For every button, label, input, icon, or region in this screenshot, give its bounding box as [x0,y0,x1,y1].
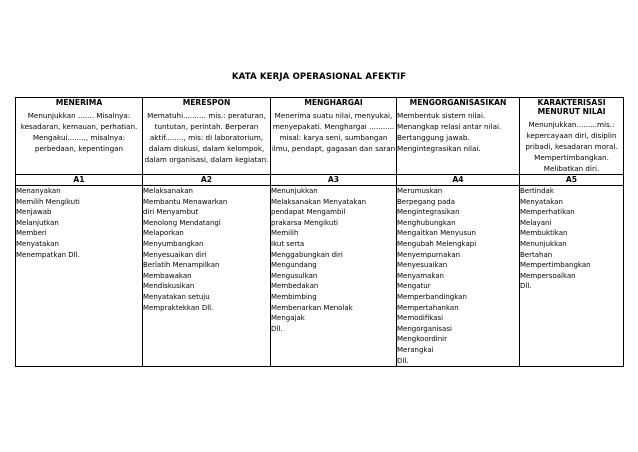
verb-item: Melanjutkan [16,218,59,227]
verb-item: Menempatkan Dll. [16,250,80,259]
verb-item: Melaksanakan [143,187,193,195]
verb-list-a1 [16,186,143,367]
verb-item: Menyatakan setuju [143,292,210,301]
verb-item: Berpegang pada [397,197,456,206]
verb-item: Melaporkan [143,229,184,238]
verb-item: Mengubah Melengkapi [397,239,477,248]
verb-item: Memberi [16,229,47,238]
verb-item: Mempertimbangkan [520,261,591,270]
column-name: KARAKTERISASI MENURUT NILAI [537,98,606,116]
verb-item: Merumuskan [397,187,443,195]
header-cell-karakterisasi [520,98,624,175]
document-title: KATA KERJA OPERASIONAL AFEKTIF [231,72,407,82]
verb-item: Menyamakan [397,271,444,280]
header-cell-menerima [16,98,143,175]
verb-item: Memperbandingkan [397,292,467,301]
verb-item: Mengorganisasi [397,324,452,333]
verb-item: Menjawab [16,208,52,217]
verb-item: Bertahan [520,250,553,259]
verb-item: Menyumbangkan [143,239,204,248]
verb-item: Menghubungkan [397,218,456,227]
column-name: MENGORGANISASIKAN [409,98,507,107]
affective-verbs-table [15,97,624,367]
column-name: MENGHARGAI [304,98,363,107]
verb-item: Menyesuaikan diri [143,250,207,259]
verb-item: Merangkai [397,345,434,354]
verb-item: Menggabungkan diri [271,250,343,259]
verb-item: Mengajak [271,314,305,323]
verb-item: Menunjukkan [271,187,318,195]
verb-item: Menyatakan [520,197,563,206]
verb-item: Mengusulkan [271,271,318,280]
verb-list-a2 [143,186,271,367]
code-cell-a5: A5 [520,175,624,186]
verb-item: Menyempurnakan [397,250,461,259]
verb-item: Berlatih Menampilkan [143,261,220,270]
verb-item: prakarsa Mengikuti [271,218,339,227]
verb-item: Menolong Mendatangi [143,218,221,227]
verb-item: diri Menyambut [143,208,199,217]
column-description: Mematuhi.......... mis.: peraturan, tuntutan, perintah. Berperan aktif........, mis: di laboratorium, dalam diskusi, dalam kelompok, dalam organisasi, dalam kegiatan. [144,111,269,164]
table-verbs-row [16,186,624,367]
verb-item: Ikut serta [271,239,305,248]
verb-item: Mempersoalkan [520,271,576,280]
verb-item: Mengintegrasikan [397,208,460,217]
verb-item: Melayani [520,218,552,227]
verb-item: pendapat Mengambil [271,208,346,217]
verb-item: Membenarkan Menolak [271,303,353,312]
table-code-row [16,175,624,186]
verb-item: Memilih Mengikuti [16,197,80,206]
verb-item: Mempraktekkan Dll. [143,303,214,312]
verb-item: Mendiskusikan [143,282,195,291]
verb-item: Membedakan [271,282,319,291]
verb-item: Memilih [271,229,299,238]
verb-item: Bertindak [520,187,554,195]
code-cell-a4: A4 [397,175,520,186]
verb-list-a5 [520,186,624,367]
verb-item: Mengundang [271,261,317,270]
verb-item: Memperhatikan [520,208,575,217]
verb-item: Menyesuaikan [397,261,448,270]
verb-item: Membawakan [143,271,192,280]
verb-item: Membantu Menawarkan [143,197,228,206]
header-cell-menghargai [271,98,397,175]
header-cell-mengorganisasikan [397,98,520,175]
verb-item: Menunjukkan [520,239,567,248]
verb-item: Mengaitkan Menyusun [397,229,476,238]
verb-item: Mengatur [397,282,431,291]
verb-item: Membimbing [271,292,317,301]
verb-item: Membuktikan [520,229,568,238]
column-description: Menunjukkan ....... Misalnya: kesadaran, kemauan, perhatian. Mengakui........, misalnya: perbedaan, kepentingan [20,111,138,153]
verb-item: Menyatakan [16,239,59,248]
verb-item: Mengkoordinir [397,335,447,344]
verb-list-a4 [397,186,520,367]
verb-item: Memodifikasi [397,314,444,323]
verb-item: Dll. [397,356,409,365]
column-description: Menunjukkan.........mis.: kepercayaan diri, disiplin pribadi, kesadaran moral. Mempertimbangkan. Melibatkan diri. [525,120,618,173]
code-cell-a3: A3 [271,175,397,186]
column-name: MERESPON [182,98,231,107]
column-name: MENERIMA [55,98,103,107]
verb-item: Dll. [520,282,532,291]
verb-list-a3 [271,186,397,367]
header-cell-merespon [143,98,271,175]
code-cell-a2: A2 [143,175,271,186]
code-cell-a1: A1 [16,175,143,186]
verb-item: Melaksanakan Menyatakan [271,197,367,206]
verb-item: Dll. [271,324,283,333]
verb-item: Mempertahankan [397,303,459,312]
table-header-row [16,98,624,175]
column-description: Membentuk sistem nilai. Menangkap relasi antar nilai. Bertanggung jawab. Mengintegrasikan nilai. [397,111,502,153]
column-description: Menerima suatu nilai, menyukai, menyepakati. Menghargai ........... misal: karya seni, sumbangan ilmu, pendapt, gagasan dan saran [271,111,396,153]
verb-item: Menanyakan [16,187,61,195]
